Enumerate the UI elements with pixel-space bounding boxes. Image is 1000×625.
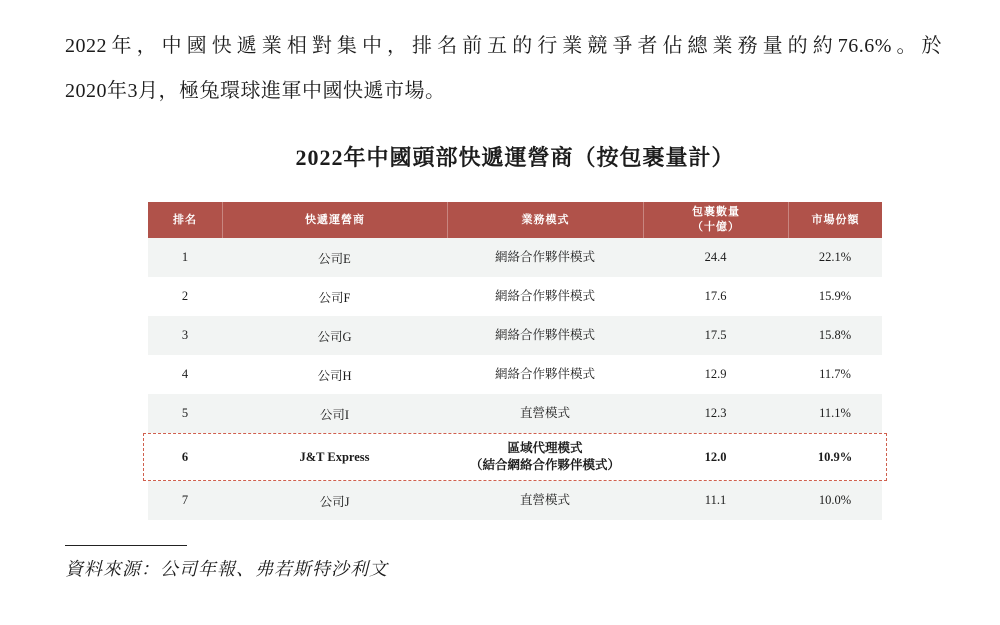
operators-table xyxy=(148,202,882,520)
cell-rank: 5 xyxy=(181,406,189,420)
header-rank: 排名 xyxy=(173,213,197,226)
cell-operator: 公司I xyxy=(319,407,350,422)
cell-share: 22.1% xyxy=(818,250,852,264)
header-operator: 快遞運營商 xyxy=(222,202,447,238)
table-row-1 xyxy=(148,238,882,277)
cell-share: 11.7% xyxy=(819,367,851,381)
header-volume-line1: 包裹數量 xyxy=(692,206,740,219)
cell-model-line1: 網絡合作夥伴模式 xyxy=(494,250,595,265)
cell-model xyxy=(447,327,643,344)
cell-model-line1: 區域代理模式 xyxy=(507,441,583,456)
table-title: 2022年中國頭部快遞運營商（按包裹量計） xyxy=(295,145,735,170)
cell-operator: 公司H xyxy=(317,368,352,383)
cell-volume: 17.6 xyxy=(704,289,727,303)
cell-volume: 12.3 xyxy=(704,406,727,420)
cell-volume: 24.4 xyxy=(704,250,727,264)
cell-model xyxy=(447,405,643,422)
source-note: 資料來源：公司年報、弗若斯特沙利文 xyxy=(65,559,388,579)
cell-rank: 2 xyxy=(181,289,189,303)
cell-model xyxy=(447,492,643,509)
cell-rank: 6 xyxy=(181,449,189,464)
source-divider-rule xyxy=(65,545,187,546)
cell-share: 15.8% xyxy=(818,328,852,342)
table-header-row xyxy=(148,202,882,238)
cell-operator: J&T Express xyxy=(299,449,370,464)
cell-model xyxy=(447,288,643,305)
cell-volume: 17.5 xyxy=(704,328,727,342)
table-row-4 xyxy=(148,355,882,394)
cell-share: 10.0% xyxy=(818,493,852,507)
cell-rank: 3 xyxy=(181,328,189,342)
cell-model xyxy=(447,440,643,474)
header-volume xyxy=(643,202,788,238)
cell-operator: 公司F xyxy=(318,290,351,305)
cell-volume: 11.1 xyxy=(704,493,727,507)
table-row-5 xyxy=(148,394,882,433)
cell-operator: 公司J xyxy=(319,494,350,509)
cell-share: 15.9% xyxy=(818,289,852,303)
table-row-3 xyxy=(148,316,882,355)
cell-model xyxy=(447,249,643,266)
cell-model-line1: 直營模式 xyxy=(519,406,570,421)
header-volume-line2: （十億） xyxy=(692,221,740,233)
cell-operator: 公司G xyxy=(317,329,352,344)
table-row-jt-express-highlighted xyxy=(148,433,882,481)
header-model: 業務模式 xyxy=(447,202,643,238)
cell-model-line2: （結合網絡合作夥伴模式） xyxy=(469,458,620,472)
cell-share: 11.1% xyxy=(819,406,851,420)
cell-rank: 7 xyxy=(181,493,189,507)
cell-rank: 4 xyxy=(181,367,189,381)
cell-model-line1: 網絡合作夥伴模式 xyxy=(494,367,595,382)
intro-paragraph xyxy=(65,24,942,114)
cell-model-line1: 直營模式 xyxy=(519,493,570,508)
cell-operator: 公司E xyxy=(318,251,351,266)
table-row-7 xyxy=(148,481,882,520)
header-share: 市場份額 xyxy=(788,202,882,238)
cell-volume: 12.0 xyxy=(704,449,727,464)
cell-rank: 1 xyxy=(181,250,189,264)
cell-model-line1: 網絡合作夥伴模式 xyxy=(494,328,595,343)
cell-model xyxy=(447,366,643,383)
cell-model-line1: 網絡合作夥伴模式 xyxy=(494,289,595,304)
table-row-2 xyxy=(148,277,882,316)
intro-line-1: 2022年，中國快遞業相對集中，排名前五的行業競爭者佔總業務量的約76.6%。於 xyxy=(65,35,942,57)
cell-share: 10.9% xyxy=(817,449,853,464)
intro-line-2: 2020年3月，極兔環球進軍中國快遞市場。 xyxy=(65,80,446,102)
cell-volume: 12.9 xyxy=(704,367,727,381)
